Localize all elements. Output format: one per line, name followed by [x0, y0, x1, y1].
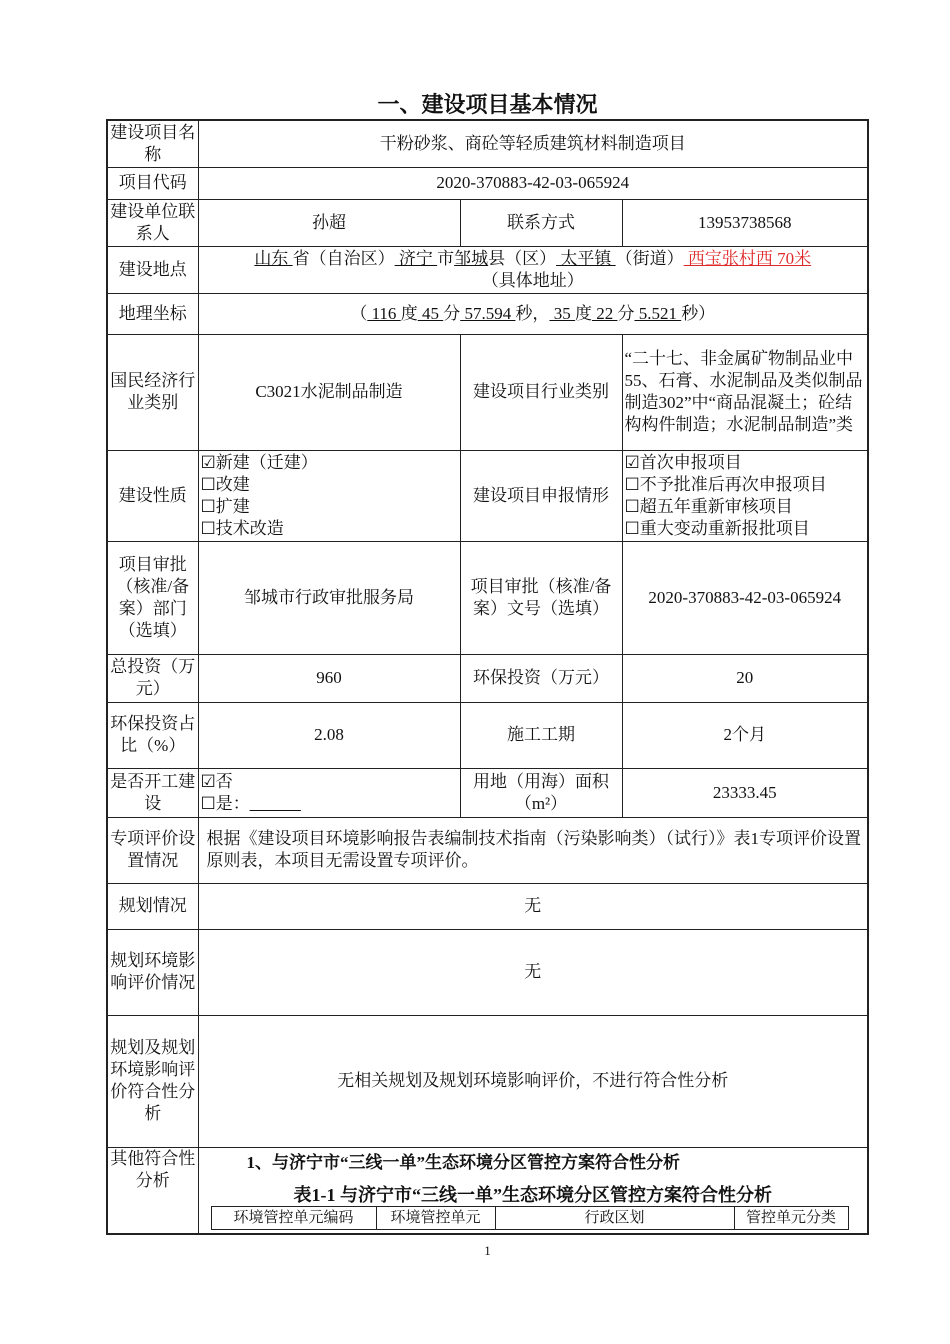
checkbox-new[interactable]: ☑新建（迁建）: [200, 452, 318, 472]
report-options: [622, 450, 868, 541]
label: 规划环境影响评价情况: [107, 929, 198, 1015]
nature-options: [198, 450, 460, 541]
v: 太平镇: [556, 248, 616, 268]
label: 建设地点: [107, 246, 198, 293]
t: （街道）: [615, 248, 684, 268]
period: 2个月: [622, 702, 868, 768]
env-invest: 20: [622, 654, 868, 702]
started-options: [198, 768, 460, 817]
project-type: “二十七、非金属矿物制品业中55、石膏、水泥制品及类似制品制造302”中“商品混凝土；砼结构构件制造；水泥制品制造”类: [622, 334, 868, 450]
label: 地理坐标: [107, 293, 198, 334]
t: 省（自治区）: [292, 248, 395, 268]
v: 35: [549, 303, 575, 323]
label: 环保投资占比（%）: [107, 702, 198, 768]
phone: 13953738568: [622, 199, 868, 246]
label: 建设性质: [107, 450, 198, 541]
v: 山东: [254, 248, 293, 268]
label: 施工工期: [460, 702, 622, 768]
label: 专项评价设置情况: [107, 817, 198, 883]
label: 用地（用海）面积（m²）: [460, 768, 622, 817]
checkbox-five-year[interactable]: ☐超五年重新审核项目: [624, 496, 793, 516]
t: （: [350, 303, 368, 323]
col-header: 管控单元分类: [734, 1206, 848, 1229]
col-header: 环境管控单元: [376, 1206, 495, 1229]
checkbox-first[interactable]: ☑首次申报项目: [624, 452, 742, 472]
coordinates: [198, 293, 868, 334]
t: 度: [574, 303, 592, 323]
label: 项目审批（核准/备案）文号（选填）: [460, 541, 622, 654]
t: （具体地址）: [481, 270, 584, 290]
label: 联系方式: [460, 199, 622, 246]
address: 西宝张村西 70米: [683, 248, 812, 268]
special: 根据《建设项目环境影响报告表编制技术指南（污染影响类）（试行）》表1专项评价设置原则表，本项目无需设置专项评价。: [198, 817, 868, 883]
ratio: 2.08: [198, 702, 460, 768]
label: 建设项目名称: [107, 120, 198, 167]
t: 分: [617, 303, 635, 323]
label: 总投资（万元）: [107, 654, 198, 702]
label: 环保投资（万元）: [460, 654, 622, 702]
other-analysis: [198, 1147, 868, 1234]
label: 规划及规划环境影响评价符合性分析: [107, 1015, 198, 1147]
t: 分: [443, 303, 461, 323]
page-number: 1: [484, 1243, 491, 1258]
inner-table: [211, 1206, 849, 1230]
v: 济宁: [394, 248, 438, 268]
project-info-table: [106, 119, 869, 1235]
v: 邹城: [454, 248, 489, 268]
label: 项目审批（核准/备案）部门（选填）: [107, 541, 198, 654]
t: 秒，: [515, 303, 550, 323]
label: 其他符合性分析: [107, 1147, 198, 1234]
v: 57.594: [460, 303, 516, 323]
checkbox-resubmit[interactable]: ☐不予批准后再次申报项目: [624, 474, 827, 494]
contact: 孙超: [198, 199, 460, 246]
label: 国民经济行业类别: [107, 334, 198, 450]
location: [198, 246, 868, 293]
area: 23333.45: [622, 768, 868, 817]
label: 是否开工建设: [107, 768, 198, 817]
checkbox-major-change[interactable]: ☐重大变动重新报批项目: [624, 518, 810, 538]
section-title: 一、建设项目基本情况: [377, 92, 598, 117]
invest: 960: [198, 654, 460, 702]
checkbox-rebuild[interactable]: ☐改建: [200, 474, 250, 494]
t: 市: [437, 248, 455, 268]
label: 建设项目行业类别: [460, 334, 622, 450]
t: 度: [400, 303, 418, 323]
plan-eia: 无: [198, 929, 868, 1015]
table-caption: 表1-1 与济宁市“三线一单”生态环境分区管控方案符合性分析: [293, 1184, 772, 1205]
label: 项目代码: [107, 167, 198, 199]
v: 22: [591, 303, 618, 323]
checkbox-tech[interactable]: ☐技术改造: [200, 518, 284, 538]
checkbox-expand[interactable]: ☐扩建: [200, 496, 250, 516]
v: 116: [367, 303, 401, 323]
project-code: 2020-370883-42-03-065924: [198, 167, 868, 199]
label: 建设项目申报情形: [460, 450, 622, 541]
dept: 邹城市行政审批服务局: [198, 541, 460, 654]
t: 县（区）: [488, 248, 557, 268]
plan: 无: [198, 883, 868, 929]
plan-fit: 无相关规划及规划环境影响评价，不进行符合性分析: [198, 1015, 868, 1147]
label: 建设单位联系人: [107, 199, 198, 246]
checkbox-yes[interactable]: ☐是：: [200, 793, 250, 813]
t: 秒）: [681, 303, 716, 323]
other-heading: 1、与济宁市“三线一单”生态环境分区管控方案符合性分析: [246, 1152, 680, 1172]
col-header: 环境管控单元编码: [211, 1206, 376, 1229]
project-name: 干粉砂浆、商砼等轻质建筑材料制造项目: [198, 120, 868, 167]
checkbox-no[interactable]: ☑否: [200, 771, 233, 791]
v: 5.521: [634, 303, 682, 323]
col-header: 行政区划: [495, 1206, 734, 1229]
v: 45: [417, 303, 444, 323]
blank: ______: [249, 793, 301, 813]
doc-number: 2020-370883-42-03-065924: [622, 541, 868, 654]
label: 规划情况: [107, 883, 198, 929]
industry: C3021水泥制品制造: [198, 334, 460, 450]
